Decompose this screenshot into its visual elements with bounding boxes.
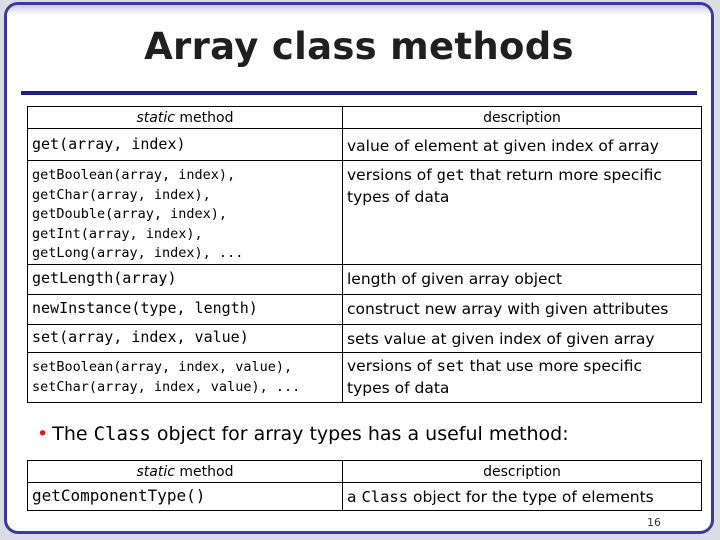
header-method bbox=[28, 461, 343, 483]
table-row bbox=[28, 353, 702, 403]
code-class: Class bbox=[361, 488, 409, 506]
table-header-row bbox=[28, 461, 702, 483]
method-cell bbox=[28, 161, 343, 265]
table-row bbox=[28, 161, 702, 265]
page-number: 16 bbox=[647, 516, 661, 529]
header-method-rest: method bbox=[174, 110, 234, 126]
method-cell bbox=[28, 295, 343, 325]
method-cell bbox=[28, 353, 343, 403]
method-text: getDouble(array, index), bbox=[32, 206, 228, 222]
description-cell bbox=[343, 295, 702, 325]
table-row bbox=[28, 265, 702, 295]
method-text: setChar(array, index, value), ... bbox=[32, 378, 301, 395]
slide-frame bbox=[4, 2, 714, 534]
method-cell bbox=[28, 129, 343, 161]
method-text: getLong(array, index), ... bbox=[32, 245, 244, 261]
description-cell bbox=[343, 353, 702, 403]
description-cell bbox=[343, 325, 702, 353]
description-text: value of element at given index of array bbox=[347, 137, 659, 155]
description-text: length of given array object bbox=[347, 270, 563, 288]
code-class: Class bbox=[93, 423, 151, 445]
description-text: types of data bbox=[347, 188, 450, 206]
description-text: construct new array with given attributes bbox=[347, 300, 669, 318]
description-text: versions of set that use more specific bbox=[347, 357, 642, 375]
method-text: getChar(array, index), bbox=[32, 186, 211, 203]
header-description: description bbox=[343, 107, 702, 129]
method-text: getBoolean(array, index), bbox=[32, 167, 236, 183]
code-get: get bbox=[436, 166, 465, 184]
table-row bbox=[28, 129, 702, 161]
header-method-italic: static bbox=[136, 110, 175, 126]
method-text: newInstance(type, length) bbox=[32, 299, 258, 317]
bullet-dot-icon: • bbox=[37, 423, 49, 445]
table-row bbox=[28, 295, 702, 325]
title-divider bbox=[21, 91, 697, 95]
code-set: set bbox=[436, 357, 465, 375]
slide-title: Array class methods bbox=[144, 25, 574, 68]
method-cell bbox=[28, 265, 343, 295]
method-text: get(array, index) bbox=[32, 135, 186, 153]
method-cell bbox=[28, 325, 343, 353]
table-row bbox=[28, 483, 702, 511]
description-cell: a Class object for the type of elements bbox=[343, 483, 702, 511]
description-text: versions of get that return more specific bbox=[347, 166, 662, 184]
class-methods-table bbox=[27, 460, 702, 511]
method-text: setBoolean(array, index, value), bbox=[32, 359, 293, 375]
method-text: getLength(array) bbox=[32, 269, 177, 287]
table-row bbox=[28, 325, 702, 353]
header-method-rest: method bbox=[174, 464, 234, 480]
header-method-italic: static bbox=[136, 464, 175, 480]
header-description: description bbox=[343, 461, 702, 483]
description-cell bbox=[343, 129, 702, 161]
bullet-point: • The Class object for array types has a useful method: bbox=[37, 423, 569, 445]
table-header-row bbox=[28, 107, 702, 129]
description-cell bbox=[343, 265, 702, 295]
method-text: getInt(array, index), bbox=[32, 225, 203, 242]
header-method bbox=[28, 107, 343, 129]
description-text: sets value at given index of given array bbox=[347, 330, 655, 348]
method-text: set(array, index, value) bbox=[32, 328, 249, 346]
method-text: getComponentType() bbox=[32, 486, 206, 505]
description-text: types of data bbox=[347, 379, 450, 397]
method-cell bbox=[28, 483, 343, 511]
description-cell bbox=[343, 161, 702, 265]
array-methods-table bbox=[27, 106, 702, 403]
